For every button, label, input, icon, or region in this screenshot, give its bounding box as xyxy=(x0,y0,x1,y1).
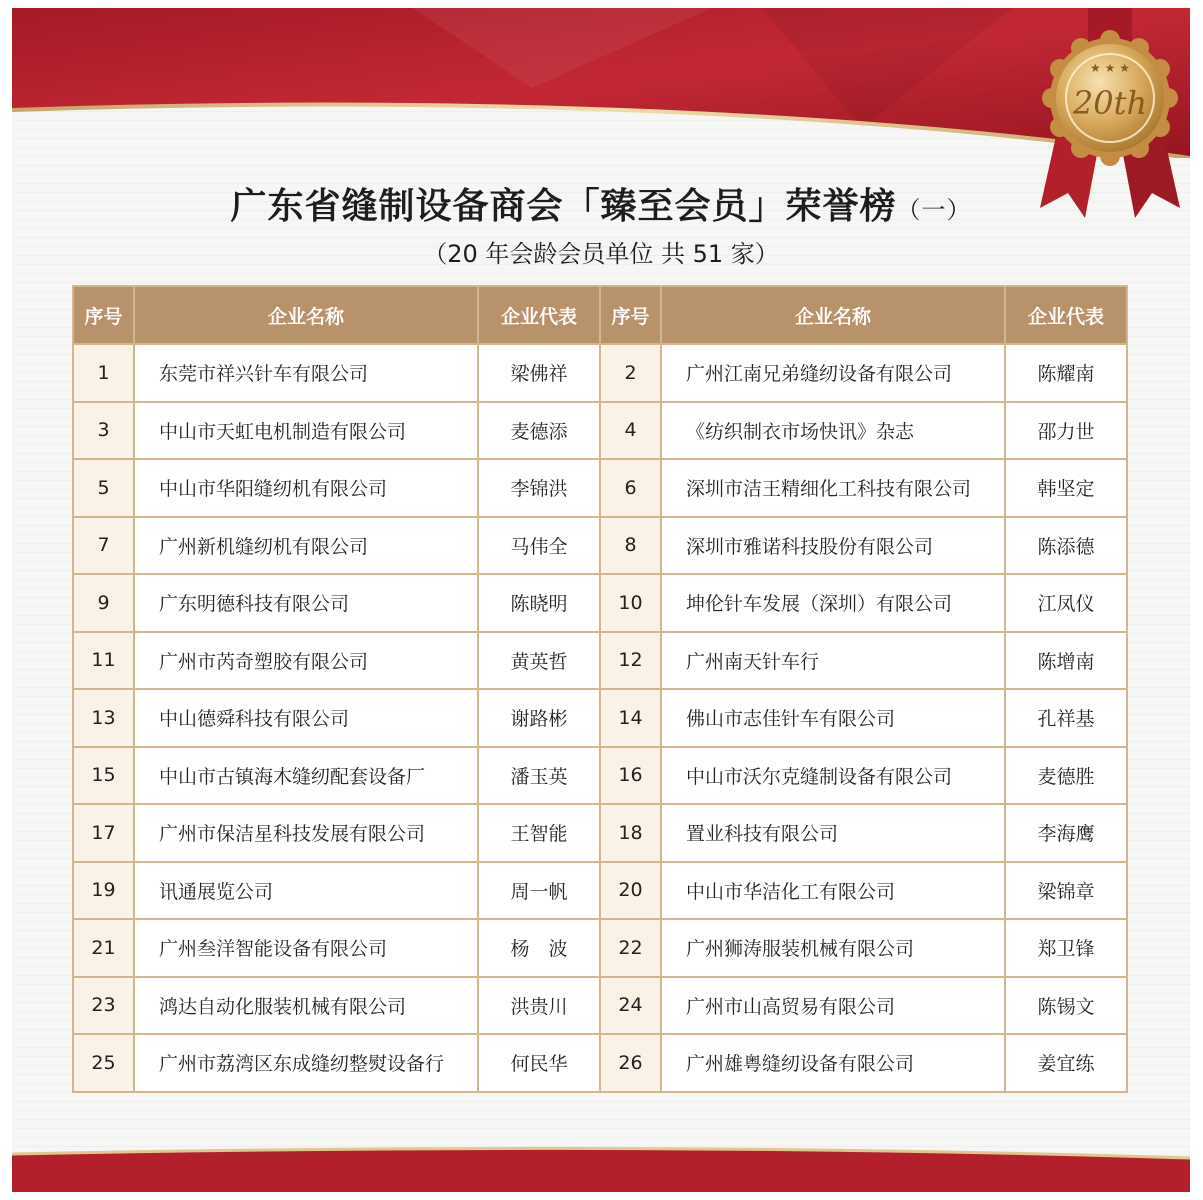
company-name: 中山市天虹电机制造有限公司 xyxy=(134,402,478,460)
representative-name: 郑卫锋 xyxy=(1005,919,1127,977)
representative-name: 李锦洪 xyxy=(478,459,600,517)
company-name: 中山市华阳缝纫机有限公司 xyxy=(134,459,478,517)
member-number: 20 xyxy=(600,862,661,920)
col-header-company: 企业名称 xyxy=(661,286,1005,344)
member-number: 13 xyxy=(73,689,134,747)
table-body xyxy=(73,344,1127,1092)
company-name: 佛山市志佳针车有限公司 xyxy=(661,689,1005,747)
member-number: 23 xyxy=(73,977,134,1035)
certificate-page xyxy=(12,8,1190,1192)
member-number: 22 xyxy=(600,919,661,977)
company-name: 讯通展览公司 xyxy=(134,862,478,920)
top-red-banner xyxy=(12,8,1190,158)
member-number: 11 xyxy=(73,632,134,690)
representative-name: 李海鹰 xyxy=(1005,804,1127,862)
col-header-number: 序号 xyxy=(73,286,134,344)
member-number: 10 xyxy=(600,574,661,632)
table-row xyxy=(73,862,1127,920)
company-name: 广州市山高贸易有限公司 xyxy=(661,977,1005,1035)
representative-name: 孔祥基 xyxy=(1005,689,1127,747)
member-number: 6 xyxy=(600,459,661,517)
representative-name: 麦德添 xyxy=(478,402,600,460)
representative-name: 姜宜练 xyxy=(1005,1034,1127,1092)
table-row xyxy=(73,402,1127,460)
table-row xyxy=(73,574,1127,632)
representative-name: 周一帆 xyxy=(478,862,600,920)
member-number: 12 xyxy=(600,632,661,690)
member-number: 14 xyxy=(600,689,661,747)
table-row xyxy=(73,747,1127,805)
company-name: 鸿达自动化服装机械有限公司 xyxy=(134,977,478,1035)
member-table-wrapper xyxy=(72,285,1127,1093)
member-number: 21 xyxy=(73,919,134,977)
member-number: 7 xyxy=(73,517,134,575)
table-row xyxy=(73,919,1127,977)
member-number: 9 xyxy=(73,574,134,632)
company-name: 置业科技有限公司 xyxy=(661,804,1005,862)
company-name: 广州江南兄弟缝纫设备有限公司 xyxy=(661,344,1005,402)
representative-name: 梁佛祥 xyxy=(478,344,600,402)
member-number: 16 xyxy=(600,747,661,805)
table-row xyxy=(73,344,1127,402)
representative-name: 黄英哲 xyxy=(478,632,600,690)
company-name: 《纺织制衣市场快讯》杂志 xyxy=(661,402,1005,460)
representative-name: 潘玉英 xyxy=(478,747,600,805)
col-header-company: 企业名称 xyxy=(134,286,478,344)
table-row xyxy=(73,804,1127,862)
title-main: 广东省缝制设备商会「臻至会员」荣誉榜 xyxy=(230,185,897,227)
company-name: 广州雄粤缝纫设备有限公司 xyxy=(661,1034,1005,1092)
member-honor-table xyxy=(72,285,1128,1093)
company-name: 中山市华洁化工有限公司 xyxy=(661,862,1005,920)
representative-name: 陈耀南 xyxy=(1005,344,1127,402)
page-title xyxy=(12,178,1190,229)
company-name: 中山市古镇海木缝纫配套设备厂 xyxy=(134,747,478,805)
company-name: 广州市保洁星科技发展有限公司 xyxy=(134,804,478,862)
medal-label: 20th xyxy=(1072,84,1148,122)
member-number: 15 xyxy=(73,747,134,805)
representative-name: 梁锦章 xyxy=(1005,862,1127,920)
page-subtitle: （20 年会龄会员单位 共 51 家） xyxy=(423,240,779,268)
member-number: 8 xyxy=(600,517,661,575)
company-name: 中山德舜科技有限公司 xyxy=(134,689,478,747)
company-name: 坤伦针车发展（深圳）有限公司 xyxy=(661,574,1005,632)
table-row xyxy=(73,517,1127,575)
member-number: 18 xyxy=(600,804,661,862)
svg-text:★ ★ ★: ★ ★ ★ xyxy=(1090,61,1130,75)
representative-name: 何民华 xyxy=(478,1034,600,1092)
member-number: 3 xyxy=(73,402,134,460)
company-name: 深圳市洁王精细化工科技有限公司 xyxy=(661,459,1005,517)
member-number: 25 xyxy=(73,1034,134,1092)
representative-name: 马伟全 xyxy=(478,517,600,575)
table-row xyxy=(73,632,1127,690)
company-name: 广州南天针车行 xyxy=(661,632,1005,690)
representative-name: 陈添德 xyxy=(1005,517,1127,575)
representative-name: 麦德胜 xyxy=(1005,747,1127,805)
member-number: 17 xyxy=(73,804,134,862)
table-row xyxy=(73,459,1127,517)
company-name: 中山市沃尔克缝制设备有限公司 xyxy=(661,747,1005,805)
col-header-representative: 企业代表 xyxy=(478,286,600,344)
member-number: 1 xyxy=(73,344,134,402)
representative-name: 韩坚定 xyxy=(1005,459,1127,517)
table-row xyxy=(73,689,1127,747)
member-number: 2 xyxy=(600,344,661,402)
company-name: 广州市芮奇塑胶有限公司 xyxy=(134,632,478,690)
member-number: 26 xyxy=(600,1034,661,1092)
bottom-red-band xyxy=(12,1132,1190,1192)
company-name: 深圳市雅诺科技股份有限公司 xyxy=(661,517,1005,575)
company-name: 广州狮涛服装机械有限公司 xyxy=(661,919,1005,977)
member-number: 19 xyxy=(73,862,134,920)
representative-name: 陈晓明 xyxy=(478,574,600,632)
table-row xyxy=(73,977,1127,1035)
company-name: 广州叁洋智能设备有限公司 xyxy=(134,919,478,977)
member-number: 5 xyxy=(73,459,134,517)
representative-name: 洪贵川 xyxy=(478,977,600,1035)
company-name: 广东明德科技有限公司 xyxy=(134,574,478,632)
representative-name: 陈增南 xyxy=(1005,632,1127,690)
member-number: 24 xyxy=(600,977,661,1035)
table-row xyxy=(73,1034,1127,1092)
col-header-representative: 企业代表 xyxy=(1005,286,1127,344)
member-number: 4 xyxy=(600,402,661,460)
representative-name: 邵力世 xyxy=(1005,402,1127,460)
company-name: 东莞市祥兴针车有限公司 xyxy=(134,344,478,402)
representative-name: 陈锡文 xyxy=(1005,977,1127,1035)
representative-name: 江凤仪 xyxy=(1005,574,1127,632)
title-suffix: （一） xyxy=(896,196,972,224)
col-header-number: 序号 xyxy=(600,286,661,344)
representative-name: 杨 波 xyxy=(478,919,600,977)
table-header-row xyxy=(73,286,1127,344)
company-name: 广州新机缝纫机有限公司 xyxy=(134,517,478,575)
company-name: 广州市荔湾区东成缝纫整熨设备行 xyxy=(134,1034,478,1092)
representative-name: 王智能 xyxy=(478,804,600,862)
representative-name: 谢路彬 xyxy=(478,689,600,747)
